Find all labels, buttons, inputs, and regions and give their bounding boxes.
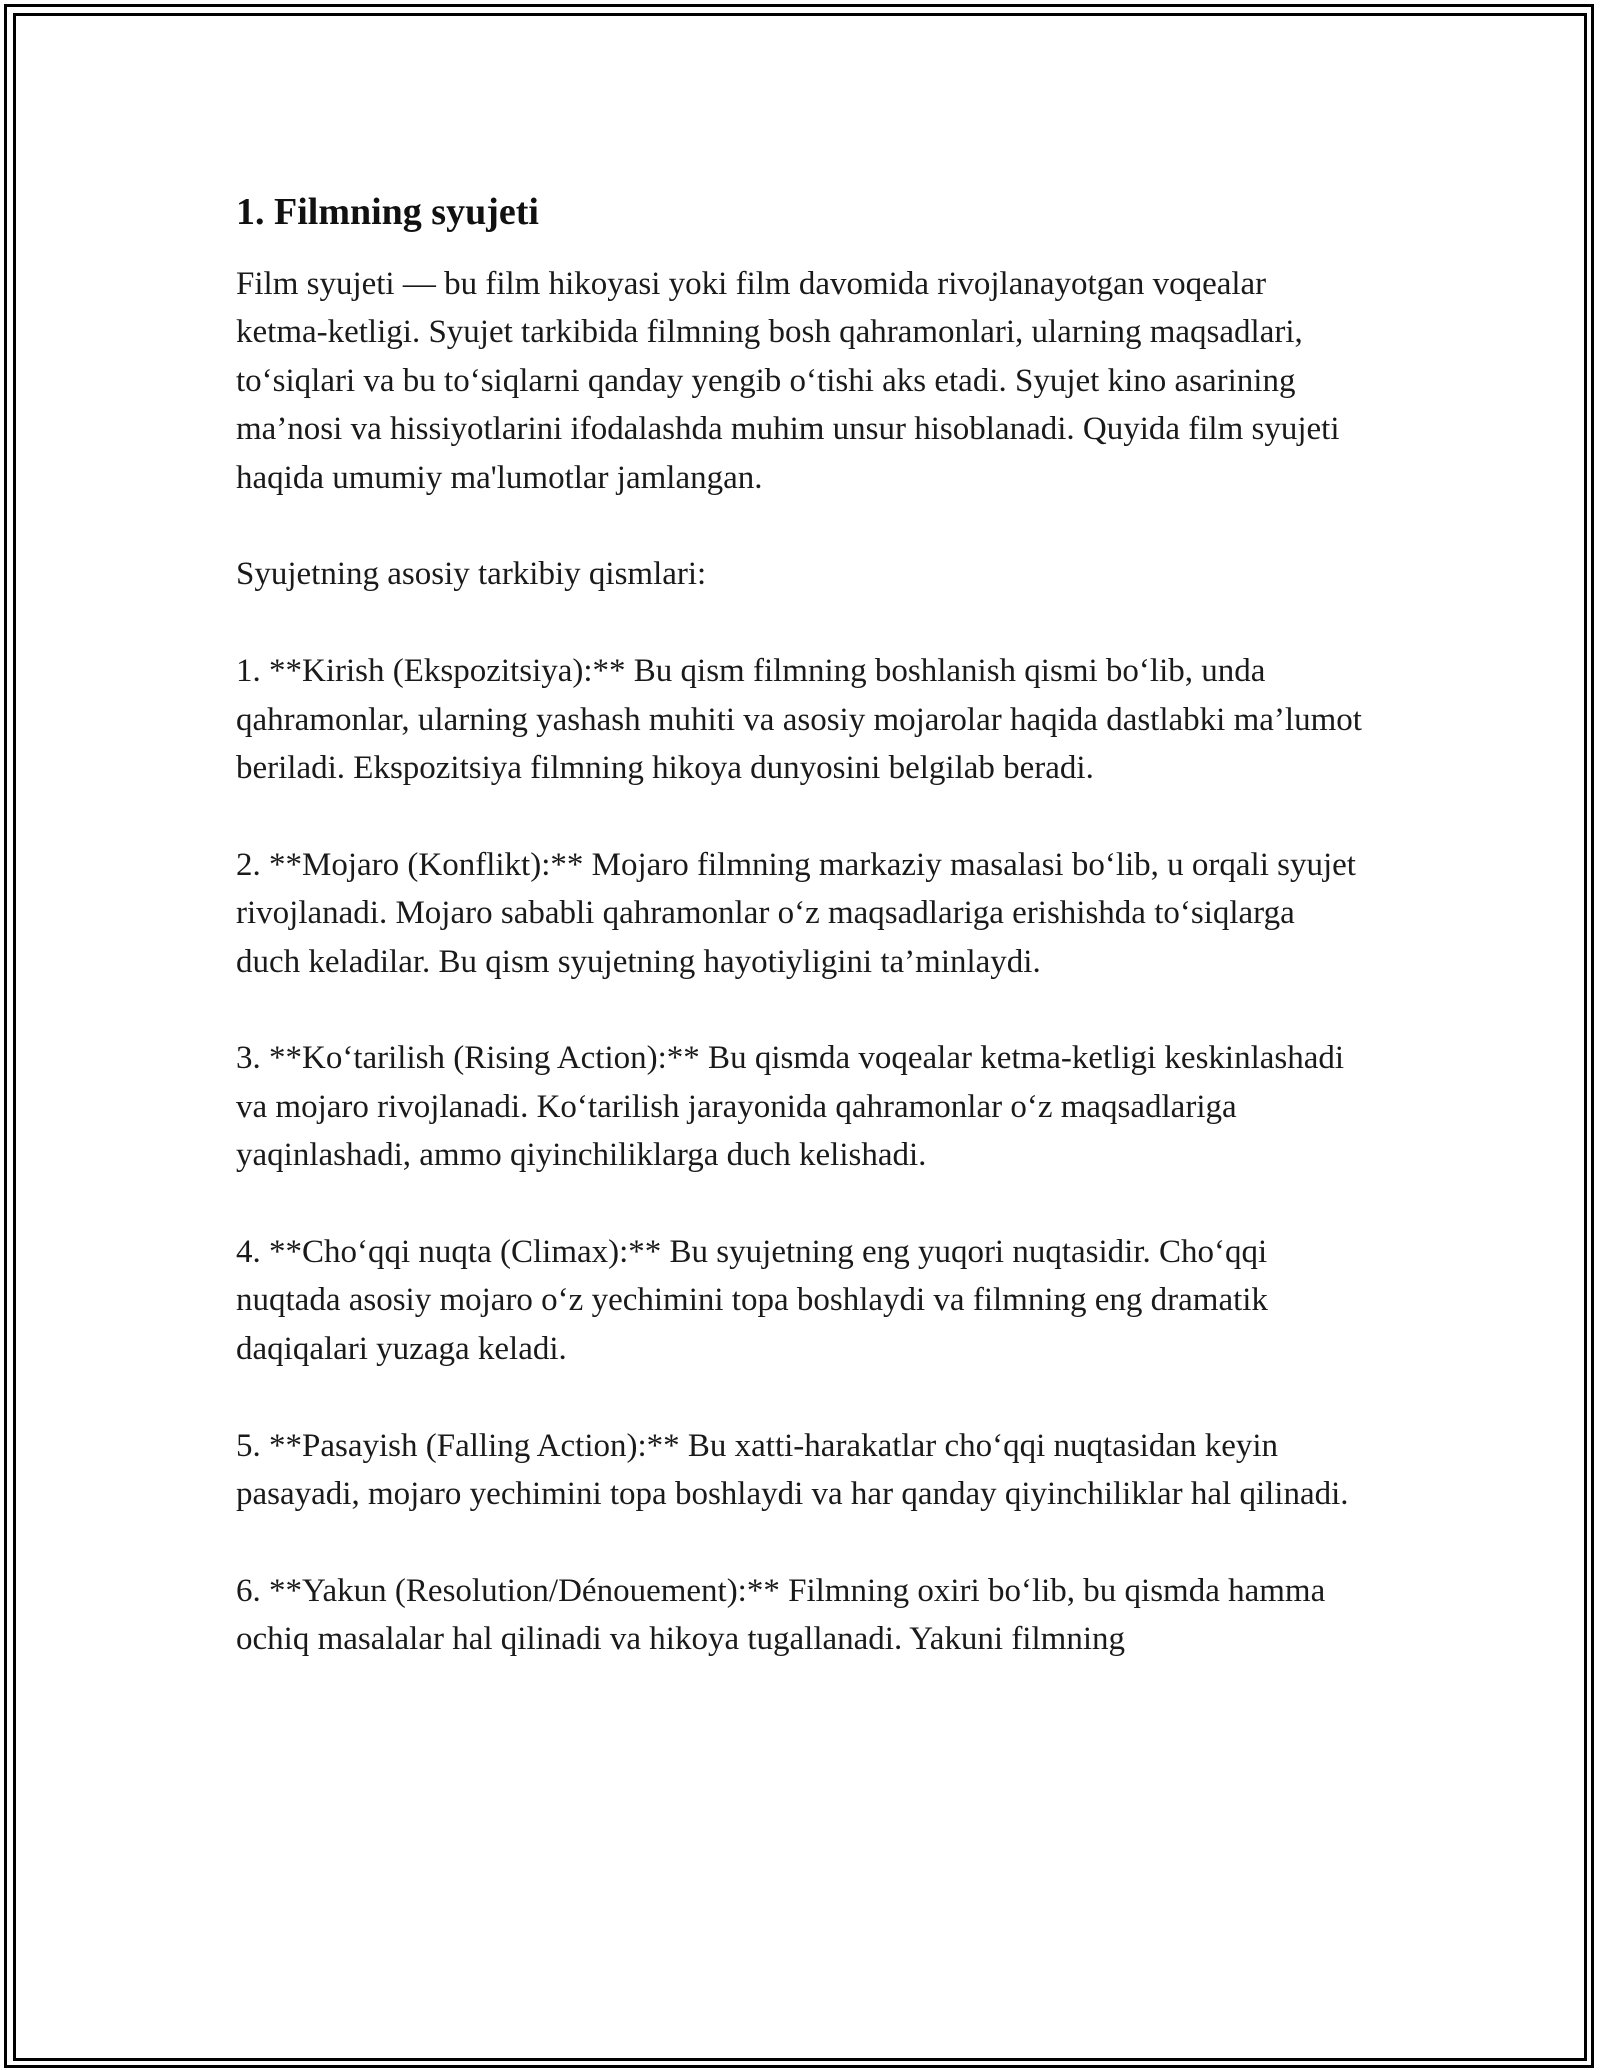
- section-heading: 1. Filmning syujeti: [236, 191, 539, 233]
- paragraph-gap: [236, 502, 1366, 550]
- document-page: [236, 186, 1366, 1664]
- list-item-conflict: 2. **Mojaro (Konflikt):** Mojaro filmning markaziy masalasi bo‘lib, u orqali syujet rivojlanadi. Mojaro sababli qahramonlar o‘z maqsadlariga erishishda to‘siqlarga duch keladilar. Bu qism syujetning hayotiyligini ta’minlaydi.: [236, 846, 1356, 980]
- intro-paragraph: Film syujeti — bu film hikoyasi yoki film davomida rivojlanayotgan voqealar ketma-ketligi. Syujet tarkibida filmning bosh qahramonlari, ularning maqsadlari, to‘siqlari va bu to‘siqlarni qanday yengib o‘tishi aks etadi. Syujet kino asarining ma’nosi va hissiyotlarini ifodalashda muhim unsur hisoblanadi. Quyida film syujeti haqida umumiy ma'lumotlar jamlangan.: [236, 266, 1340, 496]
- list-item-resolution: 6. **Yakun (Resolution/Dénouement):** Filmning oxiri bo‘lib, bu qismda hamma ochiq masalalar hal qilinadi va hikoya tugallanadi. Yakuni filmning: [236, 1572, 1326, 1658]
- paragraph-gap: [236, 792, 1366, 840]
- list-item-climax: 4. **Cho‘qqi nuqta (Climax):** Bu syujetning eng yuqori nuqtasidir. Cho‘qqi nuqtada asosiy mojaro o‘z yechimini topa boshlaydi va filmning eng dramatik daqiqalari yuzaga keladi.: [236, 1234, 1268, 1367]
- list-item-exposition: 1. **Kirish (Ekspozitsiya):** Bu qism filmning boshlanish qismi bo‘lib, unda qahramonlar, ularning yashash muhiti va asosiy mojarolar haqida dastlabki ma’lumot beriladi. Ekspozitsiya filmning hikoya dunyosini belgilab beradi.: [236, 653, 1362, 787]
- list-item-falling-action: 5. **Pasayish (Falling Action):** Bu xatti-harakatlar cho‘qqi nuqtasidan keyin pasayadi, mojaro yechimini topa boshlaydi va har qanday qiyinchiliklar hal qilinadi.: [236, 1427, 1349, 1513]
- list-item-rising-action: 3. **Ko‘tarilish (Rising Action):** Bu qismda voqealar ketma-ketligi keskinlashadi va mojaro rivojlanadi. Ko‘tarilish jarayonida qahramonlar o‘z maqsadlariga yaqinlashadi, ammo qiyinchiliklarga duch kelishadi.: [236, 1040, 1345, 1174]
- components-intro: Syujetning asosiy tarkibiy qismlari:: [236, 556, 707, 593]
- paragraph-gap: [236, 986, 1366, 1034]
- paragraph-gap: [236, 1180, 1366, 1228]
- paragraph-gap: [236, 599, 1366, 647]
- paragraph-gap: [236, 1373, 1366, 1421]
- paragraph-gap: [236, 1518, 1366, 1566]
